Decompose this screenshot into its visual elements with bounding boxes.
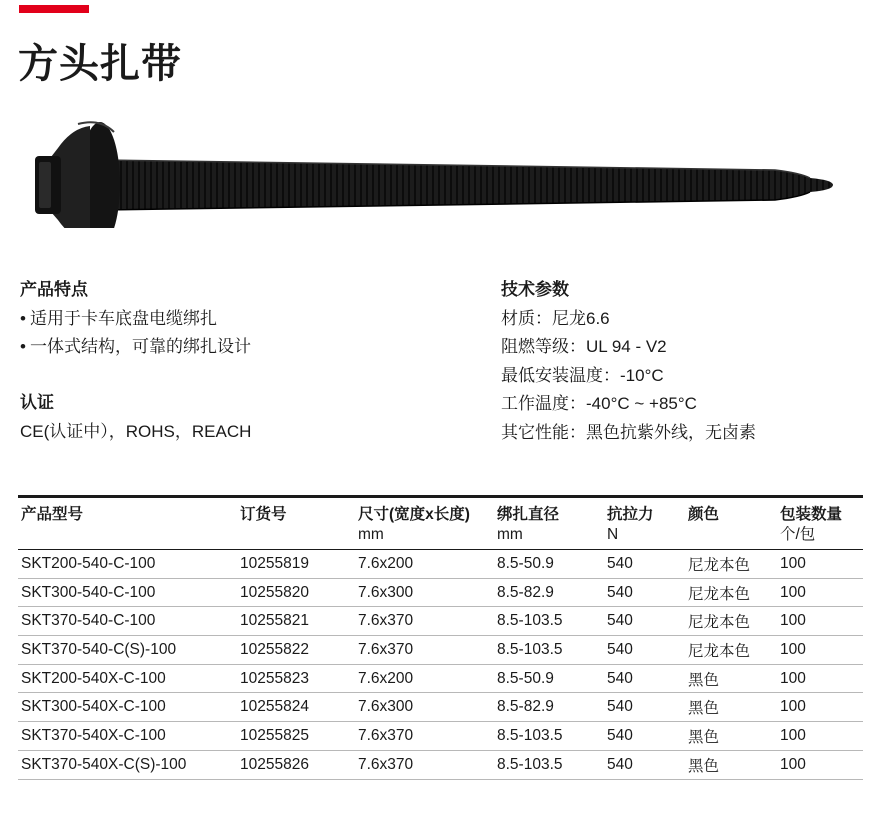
table-row xyxy=(18,664,863,693)
certification-section xyxy=(20,389,460,446)
table-cell: 100 xyxy=(777,664,863,693)
table-cell: SKT370-540-C-100 xyxy=(18,607,237,636)
table-cell: SKT300-540-C-100 xyxy=(18,578,237,607)
table-row xyxy=(18,636,863,665)
certification-heading: 认证 xyxy=(20,393,54,412)
table-row xyxy=(18,607,863,636)
certification-text: CE(认证中），ROHS，REACH xyxy=(20,421,252,441)
table-cell: 8.5-50.9 xyxy=(494,664,604,693)
table-cell: 7.6x370 xyxy=(355,607,494,636)
table-cell: 540 xyxy=(604,636,685,665)
tech-spec-row: 工作温度：-40°C ~ +85°C xyxy=(501,394,697,413)
table-cell: 8.5-103.5 xyxy=(494,636,604,665)
table-cell: 尼龙本色 xyxy=(685,636,777,665)
table-cell: SKT300-540X-C-100 xyxy=(18,693,237,722)
page-title: 方头扎带 xyxy=(18,42,182,86)
table-cell: 黑色 xyxy=(685,722,777,751)
table-cell: 10255825 xyxy=(237,722,355,751)
table-cell: 10255821 xyxy=(237,607,355,636)
table-cell: SKT370-540-C(S)-100 xyxy=(18,636,237,665)
column-header: 抗拉力 N xyxy=(607,506,654,543)
table-cell: 540 xyxy=(604,750,685,779)
cable-tie-image xyxy=(30,118,840,228)
table-header-row xyxy=(18,497,863,550)
table-cell: 尼龙本色 xyxy=(685,550,777,579)
table-cell: SKT370-540X-C(S)-100 xyxy=(18,750,237,779)
features-section xyxy=(20,276,460,362)
table-cell: 540 xyxy=(604,693,685,722)
table-cell: 100 xyxy=(777,636,863,665)
column-header: 颜色 xyxy=(688,506,720,523)
accent-bar xyxy=(19,5,89,13)
bullet-icon: • xyxy=(20,337,26,356)
table-cell: 100 xyxy=(777,607,863,636)
table-cell: 7.6x370 xyxy=(355,636,494,665)
table-cell: 100 xyxy=(777,722,863,751)
table-row xyxy=(18,722,863,751)
table-cell: 10255826 xyxy=(237,750,355,779)
table-cell: 8.5-103.5 xyxy=(494,750,604,779)
table-cell: 10255823 xyxy=(237,664,355,693)
table-row xyxy=(18,693,863,722)
table-cell: 10255824 xyxy=(237,693,355,722)
table-cell: 7.6x300 xyxy=(355,578,494,607)
table-row xyxy=(18,550,863,579)
table-cell: 100 xyxy=(777,550,863,579)
table-cell: 10255822 xyxy=(237,636,355,665)
tech-spec-row: 其它性能：黑色抗紫外线，无卤素 xyxy=(501,422,756,442)
table-cell: 10255819 xyxy=(237,550,355,579)
table-cell: 8.5-82.9 xyxy=(494,578,604,607)
column-header: 包装数量 个/包 xyxy=(780,506,843,543)
tech-spec-row: 最低安装温度：-10°C xyxy=(501,365,664,385)
table-cell: SKT200-540X-C-100 xyxy=(18,664,237,693)
table-cell: 540 xyxy=(604,607,685,636)
table-cell: 8.5-103.5 xyxy=(494,607,604,636)
table-cell: 100 xyxy=(777,578,863,607)
table-cell: 540 xyxy=(604,664,685,693)
table-cell: 540 xyxy=(604,722,685,751)
table-cell: 100 xyxy=(777,693,863,722)
column-header: 绑扎直径 mm xyxy=(497,506,560,543)
table-cell: 100 xyxy=(777,750,863,779)
table-cell: 黑色 xyxy=(685,750,777,779)
tech-spec-section xyxy=(501,276,861,447)
table-cell: SKT370-540X-C-100 xyxy=(18,722,237,751)
table-cell: 7.6x300 xyxy=(355,693,494,722)
column-header: 订货号 xyxy=(240,506,287,523)
product-table xyxy=(18,495,863,780)
table-cell: SKT200-540-C-100 xyxy=(18,550,237,579)
table-cell: 7.6x200 xyxy=(355,550,494,579)
feature-item: • 适用于卡车底盘电缆绑扎 xyxy=(20,308,217,328)
bullet-icon: • xyxy=(20,308,26,328)
table-cell: 8.5-50.9 xyxy=(494,550,604,579)
table-cell: 540 xyxy=(604,578,685,607)
table-cell: 7.6x200 xyxy=(355,664,494,693)
table-cell: 7.6x370 xyxy=(355,722,494,751)
feature-item: • 一体式结构，可靠的绑扎设计 xyxy=(20,337,251,356)
column-header: 产品型号 xyxy=(21,506,84,523)
tech-spec-row: 阻燃等级：UL 94 - V2 xyxy=(501,337,667,356)
table-cell: 10255820 xyxy=(237,578,355,607)
table-cell: 尼龙本色 xyxy=(685,578,777,607)
table-cell: 黑色 xyxy=(685,664,777,693)
column-header: 尺寸(宽度x长度) mm xyxy=(358,506,470,543)
table-cell: 8.5-82.9 xyxy=(494,693,604,722)
table-cell: 8.5-103.5 xyxy=(494,722,604,751)
table-cell: 540 xyxy=(604,550,685,579)
table-row xyxy=(18,750,863,779)
table-row xyxy=(18,578,863,607)
features-heading: 产品特点 xyxy=(20,280,88,299)
table-cell: 黑色 xyxy=(685,693,777,722)
tech-spec-heading: 技术参数 xyxy=(501,280,569,299)
table-cell: 尼龙本色 xyxy=(685,607,777,636)
tech-spec-row: 材质：尼龙6.6 xyxy=(501,308,610,328)
table-cell: 7.6x370 xyxy=(355,750,494,779)
